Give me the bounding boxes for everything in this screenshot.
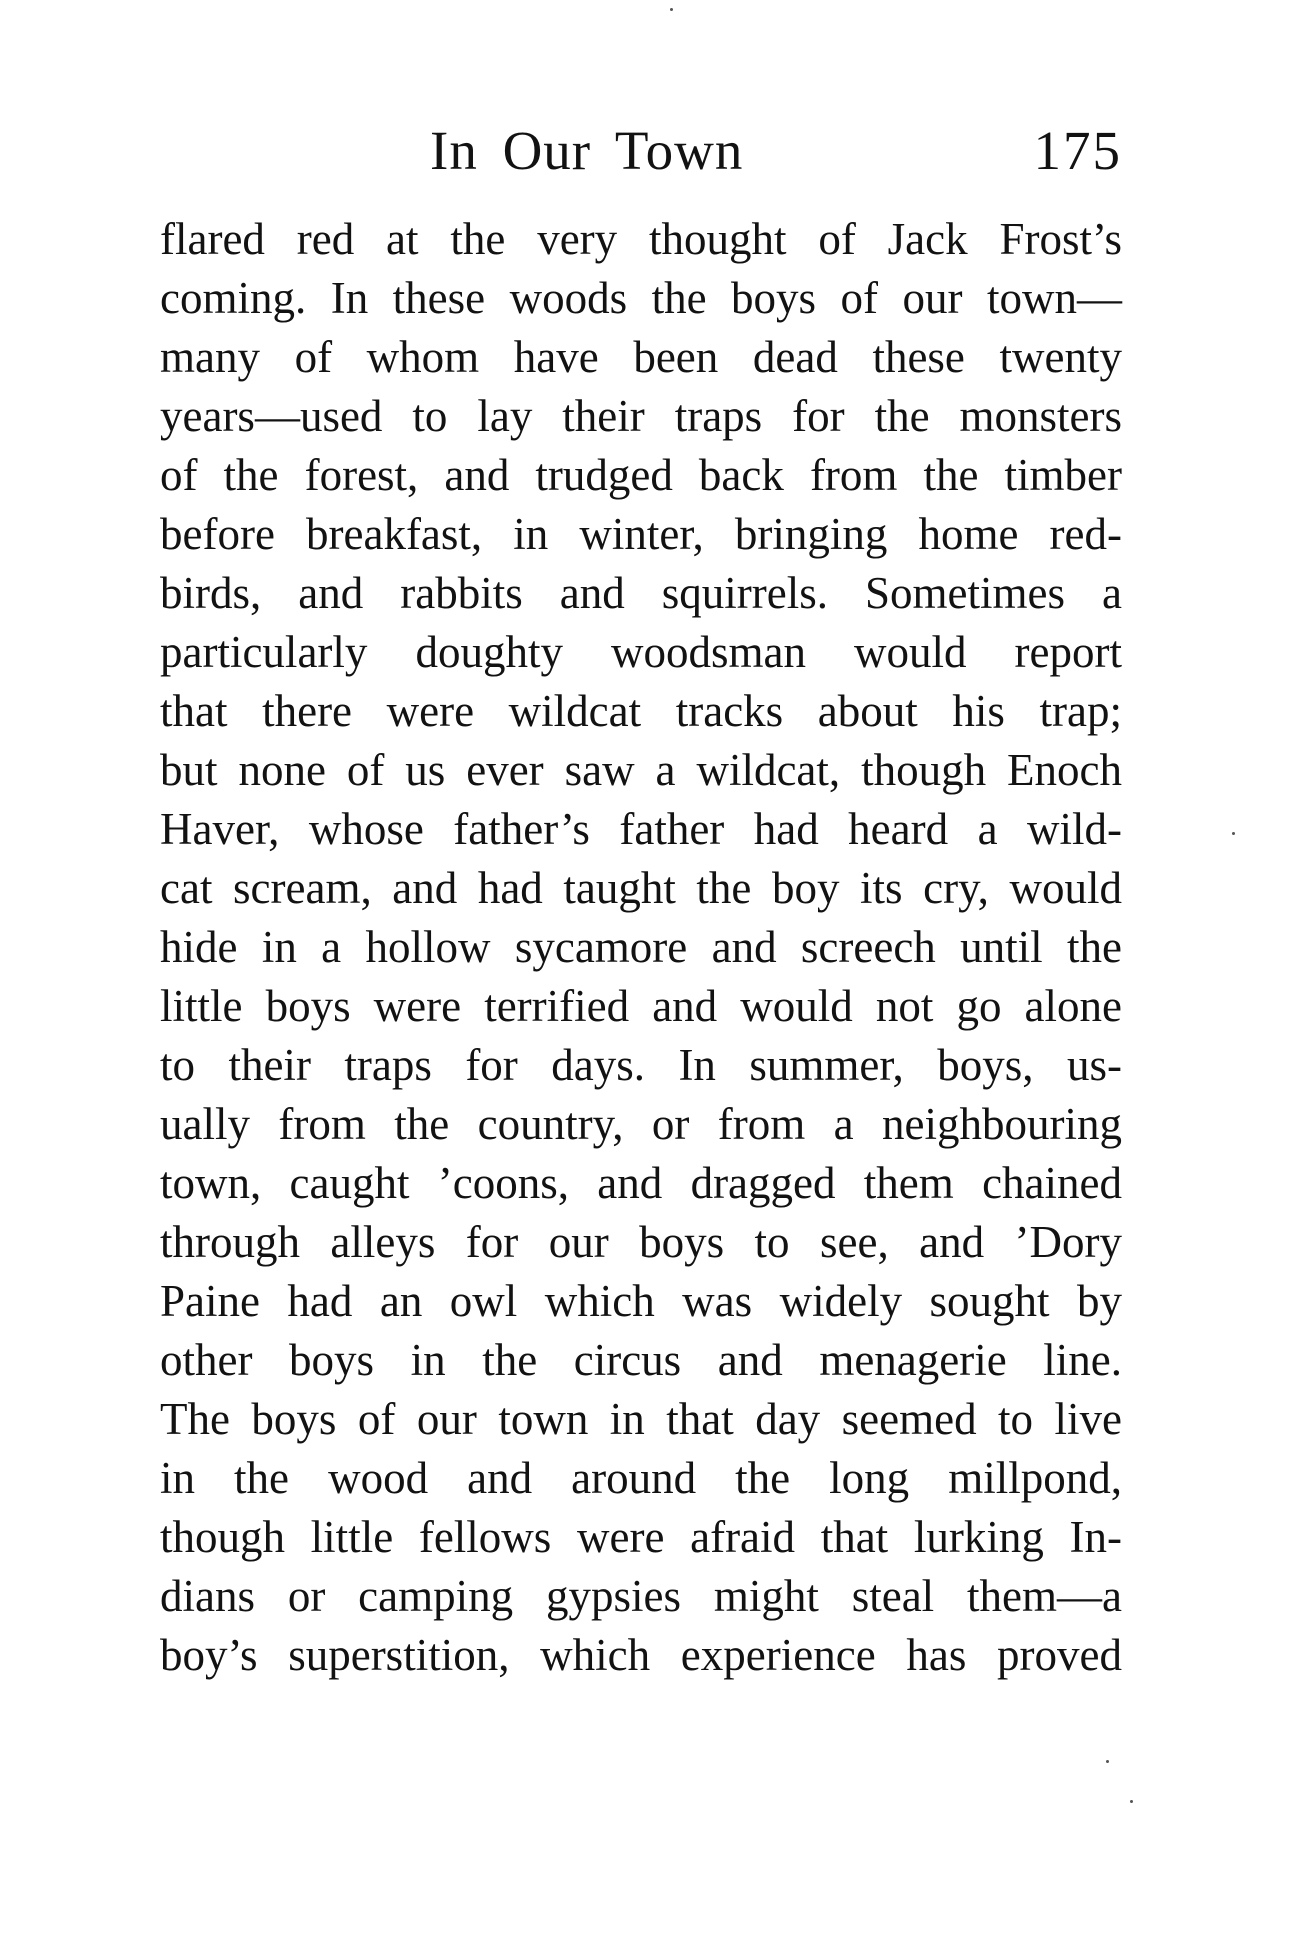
scan-speck xyxy=(1232,832,1235,835)
text-line: town, caught ’coons, and dragged them chained xyxy=(160,1158,1122,1208)
scan-speck xyxy=(1106,1760,1109,1763)
text-line: little boys were terrified and would not go alone xyxy=(160,981,1122,1031)
page-number: 175 xyxy=(1033,120,1122,181)
text-line: flared red at the very thought of Jack Frost’s xyxy=(160,214,1122,264)
text-line: particularly doughty woodsman would report xyxy=(160,627,1122,677)
text-line: The boys of our town in that day seemed to live xyxy=(160,1394,1122,1444)
text-line: Haver, whose father’s father had heard a wild- xyxy=(160,804,1122,854)
text-line: coming. In these woods the boys of our town— xyxy=(160,273,1122,323)
scan-speck xyxy=(1130,1800,1133,1803)
text-line: but none of us ever saw a wildcat, though Enoch xyxy=(160,745,1122,795)
running-title: In Our Town xyxy=(430,120,744,181)
text-line: of the forest, and trudged back from the timber xyxy=(160,450,1122,500)
text-line: though little fellows were afraid that lurking In- xyxy=(160,1512,1122,1562)
text-line: cat scream, and had taught the boy its cry, would xyxy=(160,863,1122,913)
text-line: ually from the country, or from a neighbouring xyxy=(160,1099,1122,1149)
text-line: in the wood and around the long millpond, xyxy=(160,1453,1122,1503)
text-line: before breakfast, in winter, bringing home red- xyxy=(160,509,1122,559)
page-header xyxy=(160,116,1122,186)
text-line: years—used to lay their traps for the monsters xyxy=(160,391,1122,441)
body-text xyxy=(160,210,1122,1685)
text-line: hide in a hollow sycamore and screech until the xyxy=(160,922,1122,972)
text-line: many of whom have been dead these twenty xyxy=(160,332,1122,382)
text-line: birds, and rabbits and squirrels. Sometimes a xyxy=(160,568,1122,618)
text-line: that there were wildcat tracks about his trap; xyxy=(160,686,1122,736)
text-line: to their traps for days. In summer, boys, us- xyxy=(160,1040,1122,1090)
text-line: other boys in the circus and menagerie line. xyxy=(160,1335,1122,1385)
scan-speck xyxy=(670,8,673,11)
text-line: Paine had an owl which was widely sought by xyxy=(160,1276,1122,1326)
text-line: boy’s superstition, which experience has proved xyxy=(160,1630,1122,1680)
text-line: dians or camping gypsies might steal them—a xyxy=(160,1571,1122,1621)
text-line: through alleys for our boys to see, and ’Dory xyxy=(160,1217,1122,1267)
